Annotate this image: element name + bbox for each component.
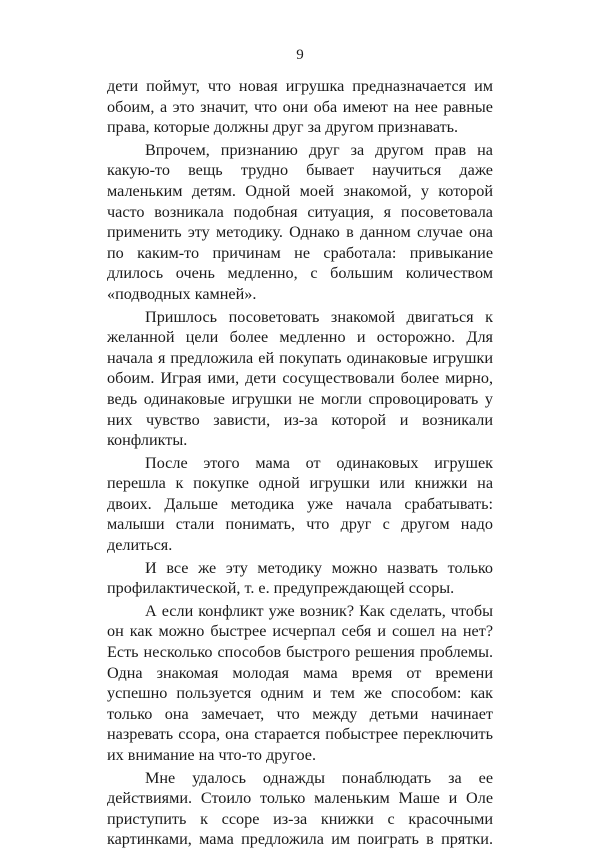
paragraph: А если конфликт уже возник? Как сделать, чтобы он как можно быстрее исчерпал себя и сошел на нет? Есть несколько способов быстрого решения проблемы. Одна знакомая молодая мама время от времени успешно пользуется одним и тем же способом: как только она замечает, что между детьми начинает назревать ссора, она старается побыстрее переключить их внимание на что-то другое. bbox=[107, 601, 493, 764]
paragraph: Впрочем, признанию друг за другом прав на какую-то вещь трудно бывает научиться даже маленьким детям. Одной моей знакомой, у которой часто возникала подобная ситуация, я посоветовала применить эту методику. Однако в данном случае она по каким-то причинам не сработала: привыкание длилось очень медленно, с большим количеством «подводных камней». bbox=[107, 140, 493, 303]
paragraph-continuation: дети поймут, что новая игрушка предназначается им обоим, а это значит, что они оба имеют на нее равные права, которые должны друг за другом признавать. bbox=[107, 77, 493, 137]
paragraph: После этого мама от одинаковых игрушек перешла к покупке одной игрушки или книжки на двоих. Дальше методика уже начала срабатывать: малыши стали понимать, что друг с другом надо делиться. bbox=[107, 453, 493, 555]
page-number: 9 bbox=[296, 47, 304, 63]
page-text bbox=[107, 76, 493, 850]
paragraph: И все же эту методику можно назвать только профилактической, т. е. предупреждающей ссоры. bbox=[107, 558, 493, 598]
paragraph: Мне удалось однажды понаблюдать за ее действиями. Стоило только маленьким Маше и Оле приступить к ссоре из-за книжки с красочными картинками, мама предложила им поиграть в прятки. bbox=[107, 768, 493, 849]
paragraph: Пришлось посоветовать знакомой двигаться к желанной цели более медленно и осторожно. Для начала я предложила ей покупать одинаковые игрушки обоим. Играя ими, дети сосуществовали более мирно, ведь одинаковые игрушки не могли спровоцировать у них чувство зависти, из-за которой и возникали конфликты. bbox=[107, 307, 493, 450]
